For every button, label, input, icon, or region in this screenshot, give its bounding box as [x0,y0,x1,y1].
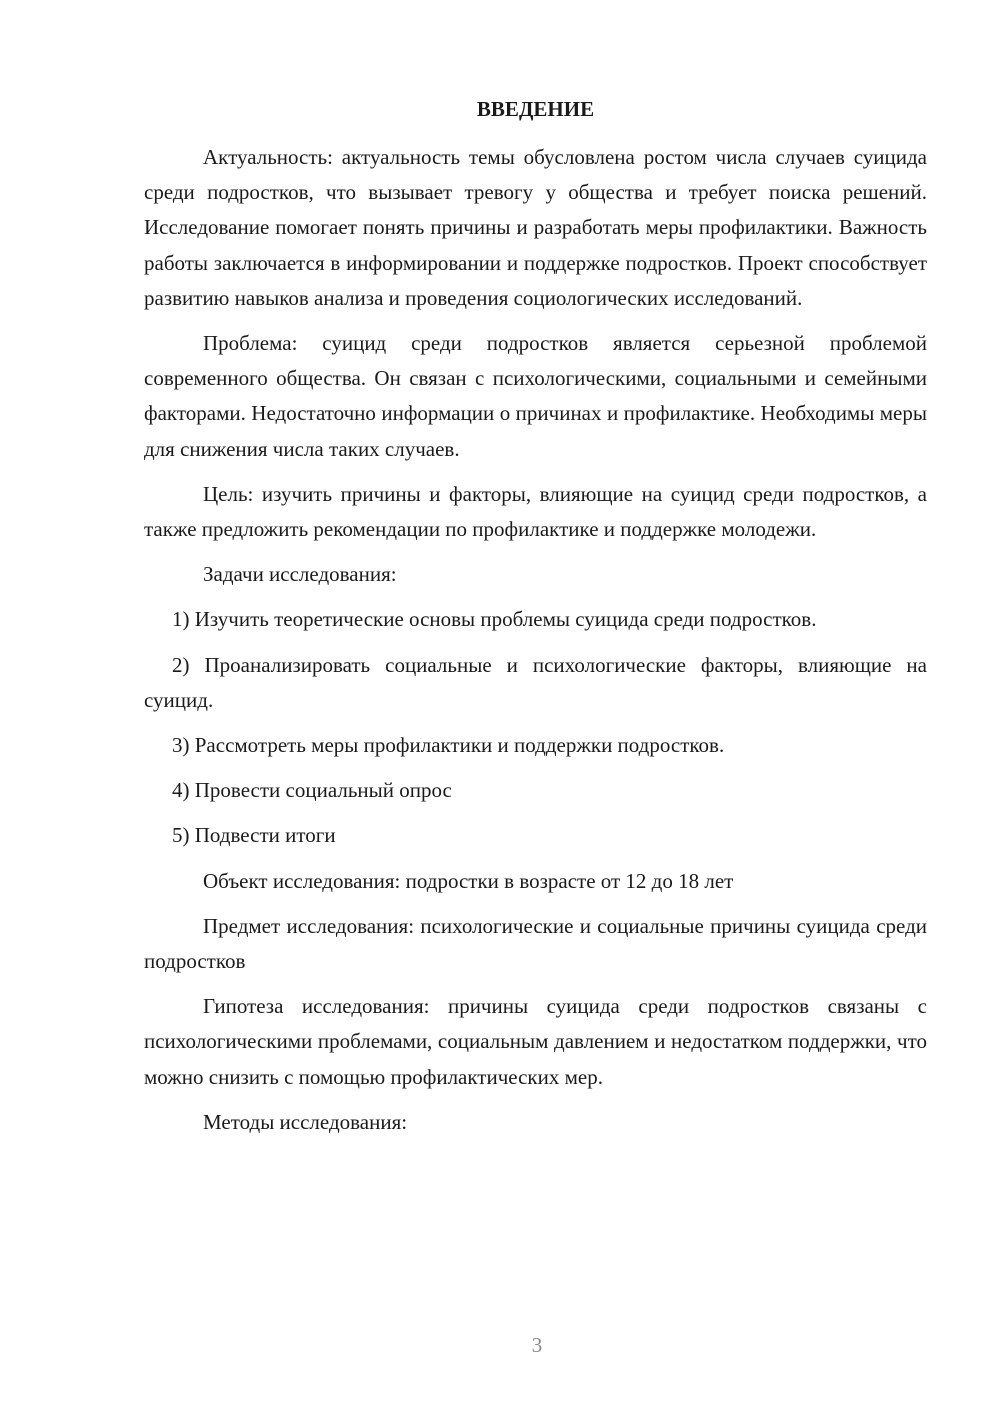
paragraph-relevance: Актуальность: актуальность темы обусловлена ростом числа случаев суицида среди подростков, что вызывает тревогу у общества и требует поиска решений. Исследование помогает понять причины и разработать меры профилактики. Важность работы заключается в информировании и поддержке подростков. Проект способствует развитию навыков анализа и проведения социологических исследований. [144,145,927,310]
paragraph-problem: Проблема: суицид среди подростков является серьезной проблемой современного общества. Он связан с психологическими, социальными и семейными факторами. Недостаточно информации о причинах и профилактике. Необходимы меры для снижения числа таких случаев. [144,331,927,461]
task-item-2: 2) Проанализировать социальные и психологические факторы, влияющие на суицид. [144,652,927,712]
paragraph-subject: Предмет исследования: психологические и социальные причины суицида среди подростков [144,913,927,974]
task-item-4: 4) Провести социальный опрос [172,778,452,803]
page-title: ВВЕДЕНИЕ [476,97,595,121]
page-number: 3 [531,1333,543,1357]
paragraph-object: Объект исследования: подростки в возрасте от 12 до 18 лет [203,868,734,893]
tasks-heading: Задачи исследования: [203,562,397,587]
document-page [144,92,927,1150]
paragraph-hypothesis: Гипотеза исследования: причины суицида среди подростков связаны с психологическими проблемами, социальным давлением и недостатком поддержки, что можно снизить с помощью профилактических мер. [144,994,927,1089]
methods-heading: Методы исследования: [203,1109,408,1134]
task-item-5: 5) Подвести итоги [172,823,336,848]
paragraph-goal: Цель: изучить причины и факторы, влияющие на суицид среди подростков, а также предложить рекомендации по профилактике и поддержке молодежи. [144,481,927,542]
task-item-1: 1) Изучить теоретические основы проблемы суицида среди подростков. [172,607,817,632]
task-item-3: 3) Рассмотреть меры профилактики и поддержки подростков. [172,733,725,758]
